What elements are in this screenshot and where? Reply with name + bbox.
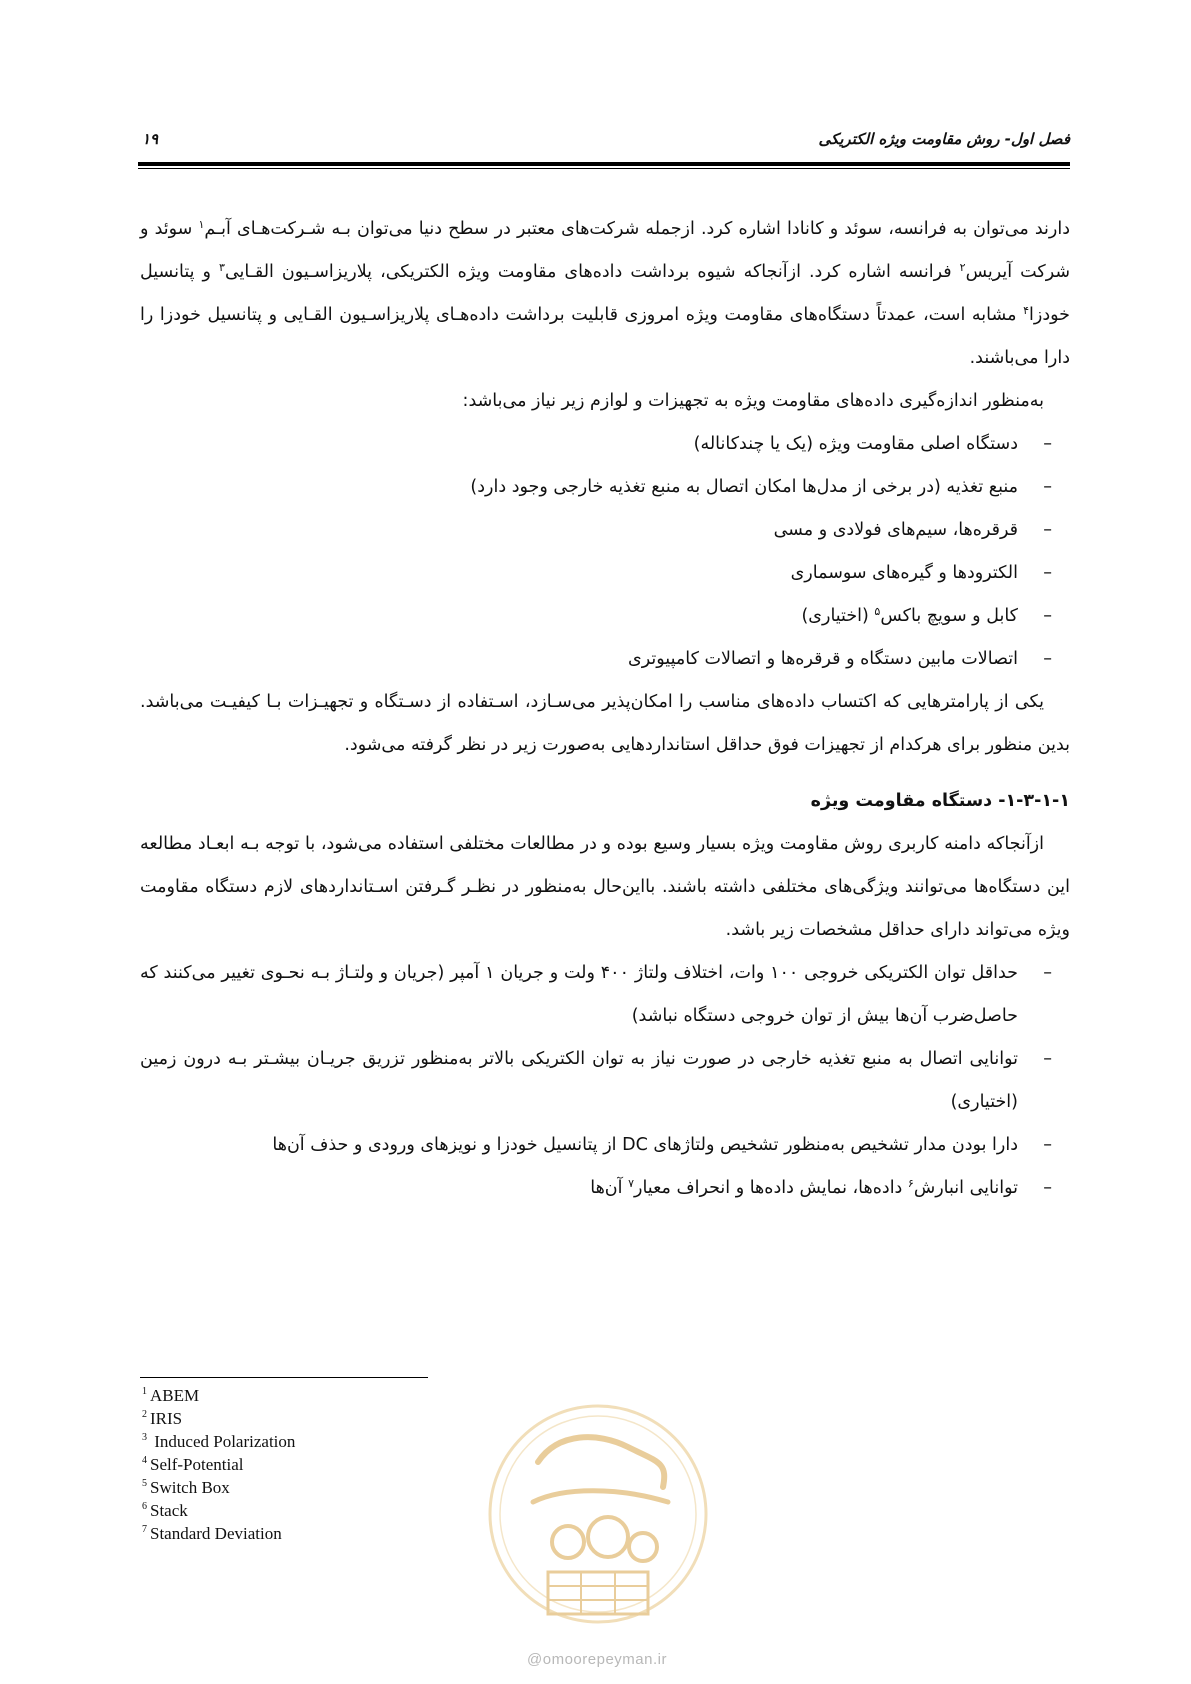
list-item: – قرقره‌ها، سیم‌های فولادی و مسی: [140, 509, 1070, 552]
running-header: [138, 128, 1070, 164]
paragraph: دارند می‌توان به فرانسه، سوئد و کانادا اشاره کرد. ازجمله شرکت‌های معتبر در سطح دنیا می‌توان بـه شـرکت‌هـای آبـم$^۱$ سوئد و شرکت آیریس$^۲$ فرانسه اشاره کرد. ازآنجاکه شیوه برداشت داده‌های مقاومت ویژه الکتریکی، پلاریزاسـیون القـایی$^۳$ و پتانسیل خودزا$^۴$ مشابه است، عمدتاً دستگاه‌های مقاومت ویژه امروزی قابلیت برداشت داده‌هـای پلاریزاسـیون القـایی و پتانسیل خودزا را دارا می‌باشند.: [140, 218, 1071, 368]
list-item: – دستگاه اصلی مقاومت ویژه (یک یا چندکاناله): [140, 423, 1070, 466]
list-item: – حداقل توان الکتریکی خروجی ۱۰۰ وات، اختلاف ولتاژ ۴۰۰ ولت و جریان ۱ آمپر (جریان و ولتـاژ بـه نحـوی تغییر می‌کنند که حاصل‌ضرب آن‌ها بیش از توان خروجی دستگاه نباشد): [140, 952, 1070, 1038]
dash-bullet: –: [1043, 1178, 1052, 1198]
footnote: $^3$ Induced Polarization: [142, 1432, 296, 1451]
header-rule-thick: [138, 162, 1070, 166]
footnote-separator: [140, 1377, 428, 1378]
footnote-ref[interactable]: ۱: [198, 218, 205, 231]
list-item: – کابل و سویچ باکس$^۵$ (اختیاری): [140, 595, 1070, 638]
list-item: – اتصالات مابین دستگاه و قرقره‌ها و اتصالات کامپیوتری: [140, 638, 1070, 681]
watermark-logo: [478, 1392, 718, 1662]
dash-bullet: –: [1043, 563, 1052, 583]
header-rule-thin: [138, 168, 1070, 169]
list-item: – توانایی انبارش$^۶$ داده‌ها، نمایش داده‌ها و انحراف معیار$^۷$ آن‌ها: [140, 1167, 1070, 1210]
list-item: – الکترودها و گیره‌های سوسماری: [140, 552, 1070, 595]
footnote-ref[interactable]: ۴: [1023, 304, 1030, 317]
list-item: – منبع تغذیه (در برخی از مدل‌ها امکان اتصال به منبع تغذیه خارجی وجود دارد): [140, 466, 1070, 509]
dash-bullet: –: [1043, 606, 1052, 626]
dash-bullet: –: [1043, 477, 1052, 497]
dash-bullet: –: [1043, 963, 1052, 983]
dash-bullet: –: [1043, 434, 1052, 454]
chapter-title: فصل اول- روش مقاومت ویژه الکتریکی: [818, 130, 1070, 148]
footnote: $^7$ Standard Deviation: [142, 1524, 282, 1543]
footnote: $^5$ Switch Box: [142, 1478, 230, 1497]
footnote: $^1$ ABEM: [142, 1386, 200, 1405]
footnotes: [142, 1384, 295, 1545]
paragraph: به‌منظور اندازه‌گیری داده‌های مقاومت ویژه به تجهیزات و لوازم زیر نیاز می‌باشد:: [462, 391, 1044, 411]
section-heading: ۱-۳-۱-۱- دستگاه مقاومت ویژه: [810, 791, 1070, 811]
list-item: – توانایی اتصال به منبع تغذیه خارجی در صورت نیاز به توان الکتریکی بالاتر به‌منظور تزریق جریـان بیشـتر بـه درون زمین (اختیاری): [140, 1038, 1070, 1124]
paragraph: یکی از پارامترهایی که اکتساب داده‌های مناسب را امکان‌پذیر می‌سـازد، اسـتفاده از دسـتگاه و تجهیـزات بـا کیفیـت می‌باشد. بدین منظور برای هرکدام از تجهیزات فوق حداقل استانداردهایی به‌صورت زیر در نظر گرفته می‌شود.: [140, 692, 1070, 755]
footnote: $^4$ Self-Potential: [142, 1455, 244, 1474]
footnote-ref[interactable]: ۲: [959, 261, 966, 274]
footnote: $^2$ IRIS: [142, 1409, 183, 1428]
paragraph: ازآنجاکه دامنه کاربری روش مقاومت ویژه بسیار وسیع بوده و در مطالعات مختلفی استفاده می‌شود، با توجه بـه ابعـاد مطالعه این دستگاه‌ها می‌توانند ویژگی‌های مختلفی داشته باشند. بااین‌حال به‌منظور در نظـر گـرفتن اسـتانداردهای لازم دستگاه مقاومت ویژه می‌تواند دارای حداقل مشخصات زیر باشد.: [140, 834, 1070, 940]
dash-bullet: –: [1043, 1135, 1052, 1155]
dash-bullet: –: [1043, 649, 1052, 669]
dash-bullet: –: [1043, 520, 1052, 540]
footnote-ref[interactable]: ۷: [628, 1177, 635, 1190]
footnote-ref[interactable]: ۵: [874, 605, 881, 618]
footnote: $^6$ Stack: [142, 1501, 188, 1520]
page-number: ۱۹: [142, 130, 159, 148]
body-text: [140, 208, 1070, 1210]
specification-list: [140, 952, 1070, 1210]
footnote-ref[interactable]: ۳: [219, 261, 225, 274]
list-item: – دارا بودن مدار تشخیص به‌منظور تشخیص ولتاژهای DC از پتانسیل خودزا و نویزهای ورودی و حذف آن‌ها: [140, 1124, 1070, 1167]
equipment-list: [140, 423, 1070, 681]
dash-bullet: –: [1043, 1049, 1052, 1069]
footnote-ref[interactable]: ۶: [907, 1177, 914, 1190]
watermark-url: @omoorepeyman.ir: [527, 1651, 667, 1668]
